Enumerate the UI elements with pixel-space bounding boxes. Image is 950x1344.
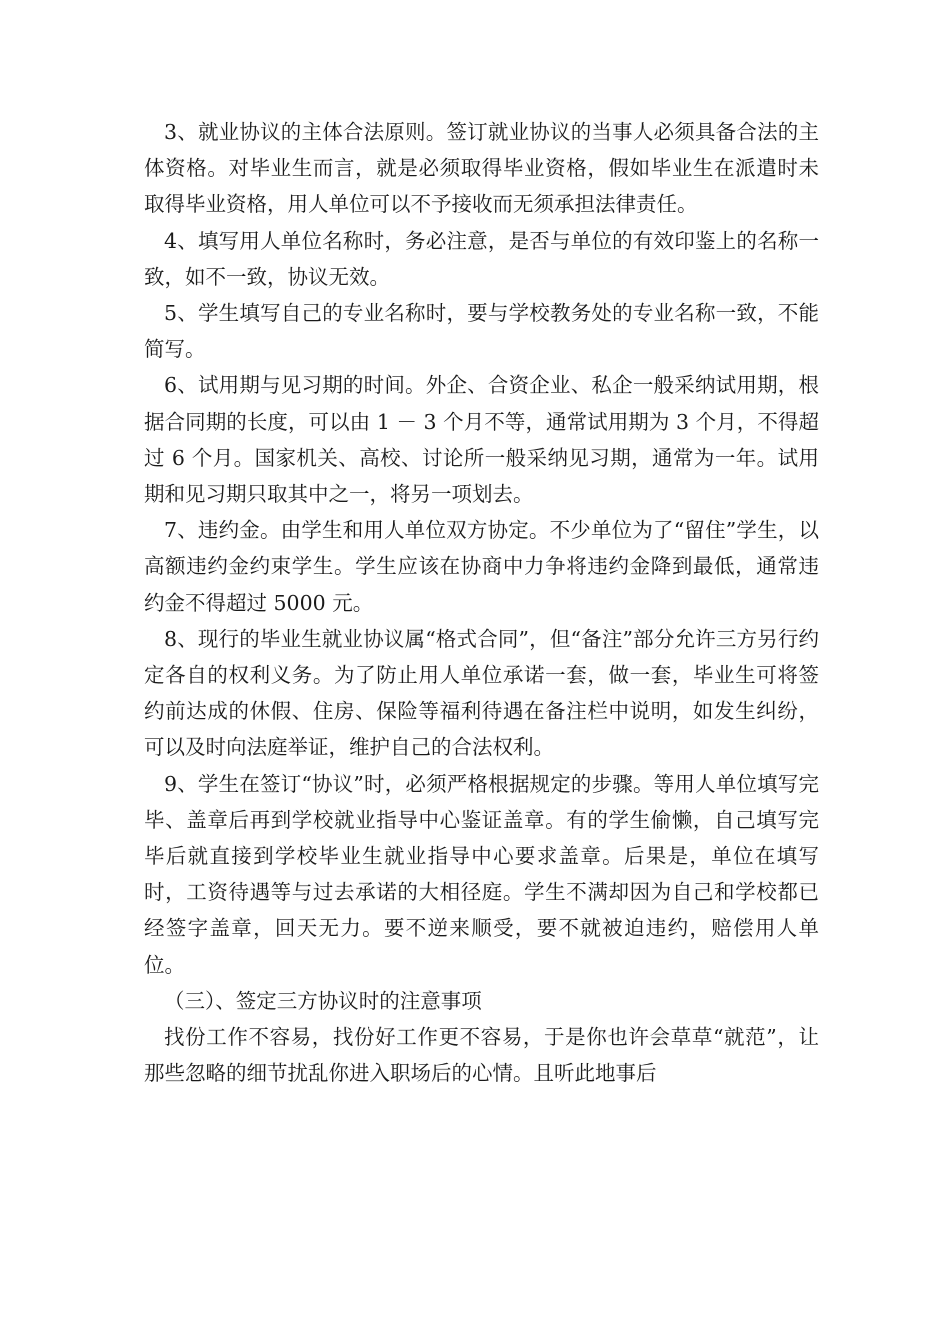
paragraph-item-intro: 找份工作不容易，找份好工作更不容易，于是你也许会草草“就范”，让那些忽略的细节扰乱你进入职场后的心情。且听此地事后 — [144, 1025, 819, 1086]
paragraph-item-9: 9、学生在签订“协议”时，必须严格根据规定的步骤。等用人单位填写完毕、盖章后再到学校就业指导中心鉴证盖章。有的学生偷懒，自己填写完毕后就直接到学校毕业生就业指导中心要求盖章。后果是，单位在填写时，工资待遇等与过去承诺的大相径庭。学生不满却因为自己和学校都已经签字盖章，回天无力。要不逆来顺受，要不就被迫违约，赔偿用人单位。 — [144, 771, 819, 977]
paragraph-item-4: 4、填写用人单位名称时，务必注意，是否与单位的有效印鉴上的名称一致，如不一致，协议无效。 — [144, 228, 819, 289]
section-heading: （三）、签定三方协议时的注意事项 — [164, 988, 482, 1013]
paragraph-item-6: 6、试用期与见习期的时间。外企、合资企业、私企一般采纳试用期，根据合同期的长度，可以由 1 － 3 个月不等，通常试用期为 3 个月，不得超过 6 个月。国家机关、高校、讨论所一般采纳见习期，通常为一年。试用期和见习期只取其中之一，将另一项划去。 — [144, 373, 819, 507]
paragraph-item-3: 3、就业协议的主体合法原则。签订就业协议的当事人必须具备合法的主体资格。对毕业生而言，就是必须取得毕业资格，假如毕业生在派遣时未取得毕业资格，用人单位可以不予接收而无须承担法律责任。 — [144, 120, 819, 217]
paragraph-item-8: 8、现行的毕业生就业协议属“格式合同”，但“备注”部分允许三方另行约定各自的权利义务。为了防止用人单位承诺一套，做一套，毕业生可将签约前达成的休假、住房、保险等福利待遇在备注栏中说明，如发生纠纷，可以及时向法庭举证，维护自己的合法权利。 — [144, 626, 819, 760]
paragraph-item-7: 7、违约金。由学生和用人单位双方协定。不少单位为了“留住”学生，以高额违约金约束学生。学生应该在协商中力争将违约金降到最低，通常违约金不得超过 5000 元。 — [144, 518, 819, 615]
paragraph-item-5: 5、学生填写自己的专业名称时，要与学校教务处的专业名称一致，不能简写。 — [144, 301, 819, 362]
document-page — [144, 114, 819, 1091]
